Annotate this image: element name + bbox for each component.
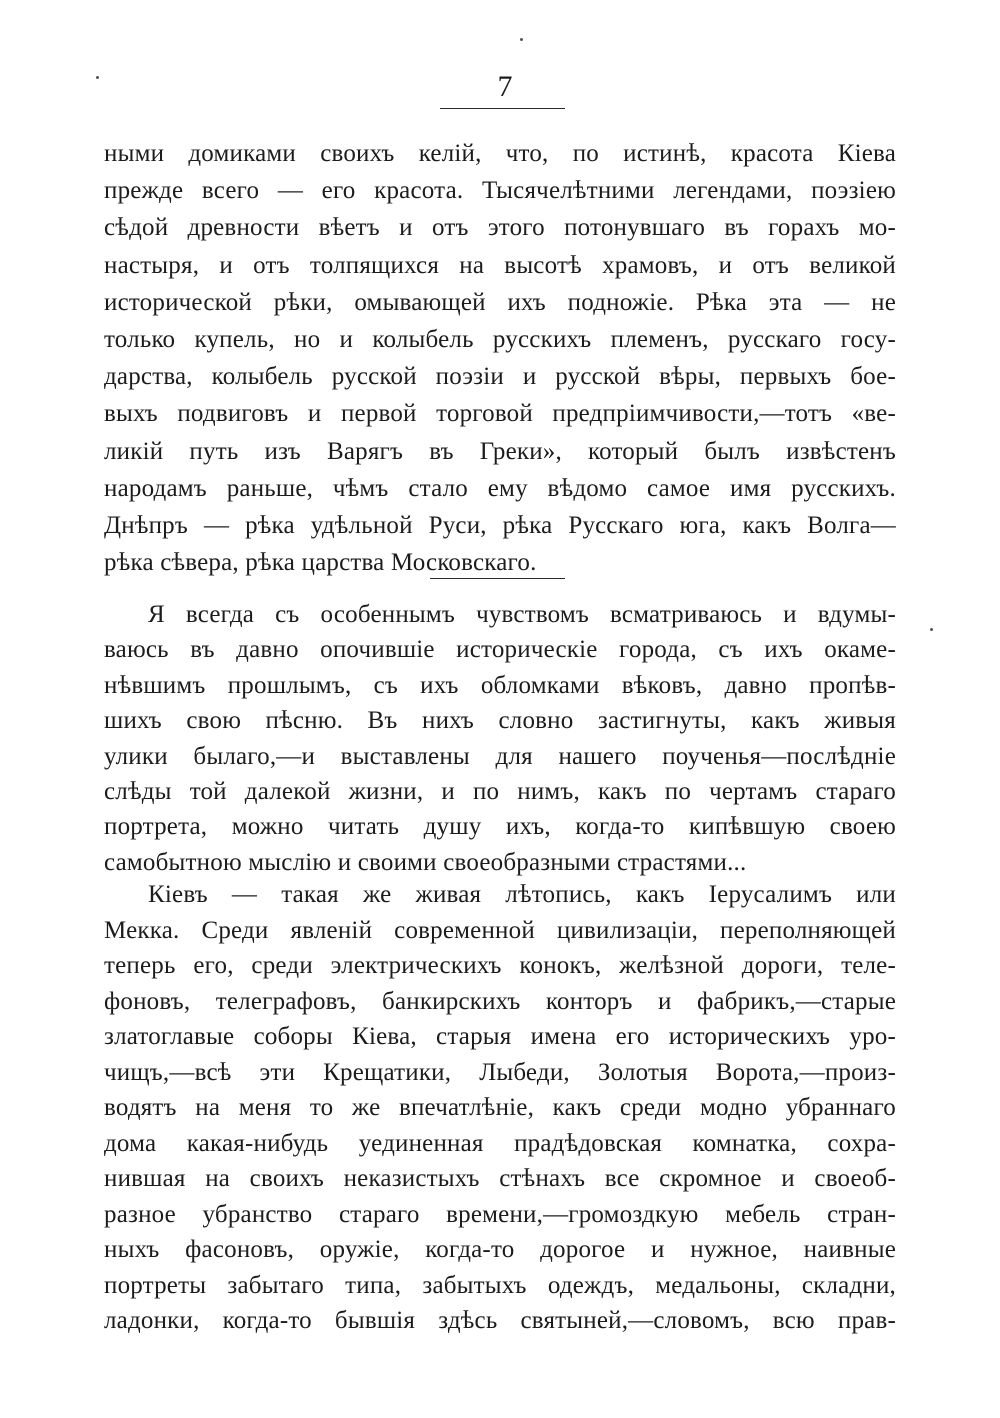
text-line: ладонки, когда-то бывшія здѣсь святыней,—словомъ, всю прав-	[104, 1307, 896, 1334]
scan-speck	[520, 38, 523, 41]
text-line: улики былаго,—и выставлены для нашего поученья—послѣдніе	[104, 742, 896, 770]
text-line: златоглавые соборы Кіева, старыя имена его историческихъ уро-	[104, 1023, 896, 1050]
text-line: ными домиками своихъ келій, что, по истинѣ, красота Кіева	[104, 140, 896, 167]
text-line: рѣка сѣвера, рѣка царства Московскаго.	[104, 549, 537, 577]
text-line: шихъ свою пѣсню. Въ нихъ словно застигнуты, какъ живыя	[104, 707, 896, 735]
text-line: нѣвшимъ прошлымъ, съ ихъ обломками вѣковъ, давно пропѣв-	[104, 671, 896, 699]
text-line: портреты забытаго типа, забытыхъ одеждъ, медальоны, складни,	[104, 1271, 896, 1299]
header-rule	[440, 108, 565, 109]
text-line: дома какая-нибудь уединенная прадѣдовская комнатка, сохра-	[104, 1129, 896, 1157]
text-line: нившая на своихъ неказистыхъ стѣнахъ все скромное и своеоб-	[104, 1165, 896, 1192]
text-line: выхъ подвиговъ и первой торговой предпріимчивости,—тотъ «ве-	[104, 400, 896, 428]
paragraph-2	[104, 597, 896, 880]
text-line: прежде всего — его красота. Тысячелѣтними легендами, поэзіею	[104, 177, 896, 205]
text-line: ныхъ фасоновъ, оружіе, когда-то дорогое и нужное, наивные	[104, 1236, 896, 1263]
page-number: 7	[497, 70, 513, 103]
text-line: теперь его, среди электрическихъ конокъ, желѣзной дороги, теле-	[104, 952, 896, 979]
text-line: Я всегда съ особеннымъ чувствомъ всматриваюсь и вдумы-	[148, 601, 896, 628]
text-line: разное убранство стараго времени,—громоздкую мебель стран-	[104, 1200, 896, 1228]
paragraph-3	[104, 877, 896, 1339]
paragraph-1	[104, 135, 896, 581]
section-divider	[430, 578, 565, 579]
text-line: водятъ на меня то же впечатлѣніе, какъ среди модно убраннаго	[104, 1094, 896, 1121]
text-line: слѣды той далекой жизни, и по нимъ, какъ по чертамъ стараго	[104, 777, 896, 805]
text-line: Днѣпръ — рѣка удѣльной Руси, рѣка Русскаго юга, какъ Волга—	[104, 511, 896, 539]
text-line: самобытною мыслію и своими своеобразными страстями...	[104, 848, 747, 876]
text-line: Кіевъ — такая же живая лѣтопись, какъ Іерусалимъ или	[148, 881, 896, 908]
text-line: ликій путь изъ Варягъ въ Греки», который былъ извѣстенъ	[104, 437, 896, 465]
text-line: дарства, колыбель русской поэзіи и русской вѣры, первыхъ бое-	[104, 363, 896, 391]
scan-speck	[930, 628, 933, 631]
text-line: сѣдой древности вѣетъ и отъ этого потонувшаго въ горахъ мо-	[104, 214, 896, 242]
text-line: чищъ,—всѣ эти Крещатики, Лыбеди, Золотыя Ворота,—произ-	[104, 1058, 896, 1086]
scan-speck	[96, 76, 99, 79]
text-line: настыря, и отъ толпящихся на высотѣ храмовъ, и отъ великой	[104, 251, 896, 279]
text-line: ваюсь въ давно опочившіе историческіе города, съ ихъ окаме-	[104, 636, 896, 664]
text-line: только купель, но и колыбель русскихъ племенъ, русскаго госу-	[104, 325, 896, 353]
text-line: фоновъ, телеграфовъ, банкирскихъ конторъ и фабрикъ,—старые	[104, 987, 896, 1015]
text-line: Мекка. Среди явленій современной цивилизаціи, переполняющей	[104, 916, 896, 944]
text-line: исторической рѣки, омывающей ихъ подножіе. Рѣка эта — не	[104, 288, 896, 316]
text-line: народамъ раньше, чѣмъ стало ему вѣдомо самое имя русскихъ.	[104, 474, 896, 502]
text-line: портрета, можно читать душу ихъ, когда-то кипѣвшую своею	[104, 813, 896, 841]
